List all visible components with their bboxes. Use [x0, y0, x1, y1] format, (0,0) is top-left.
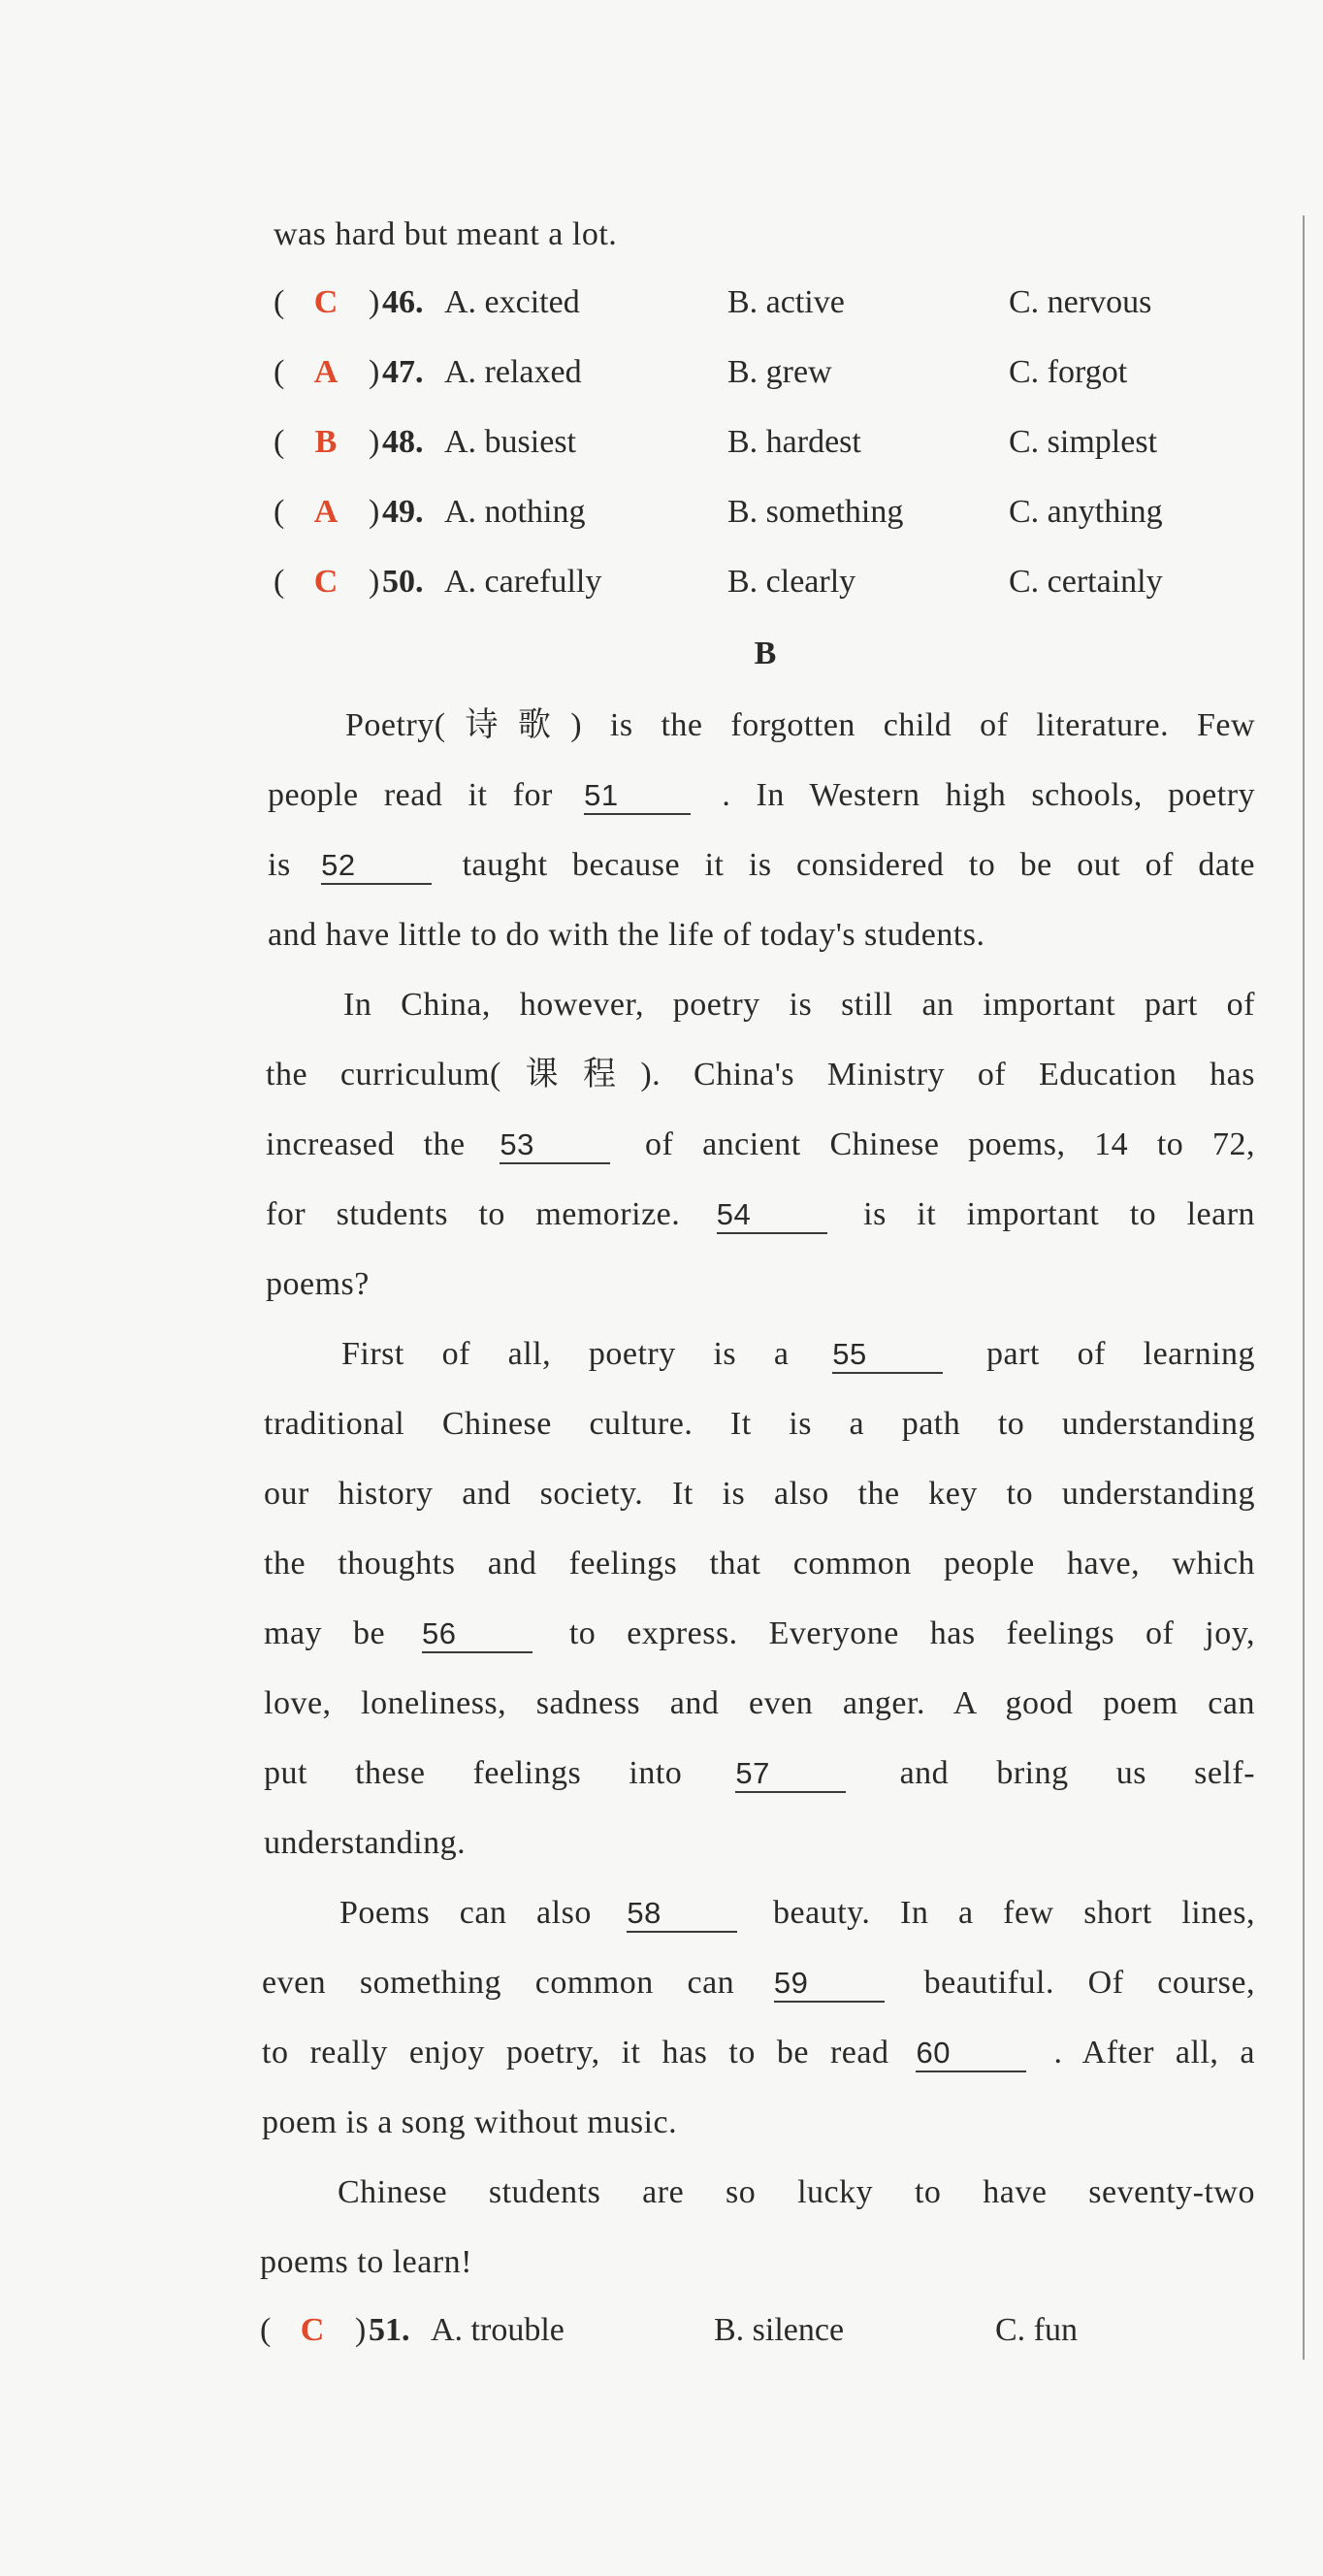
passage-text: to express. Everyone has feelings of joy, [568, 1615, 1255, 1651]
passage-text: may be [264, 1615, 386, 1651]
blank-58[interactable]: 58 [627, 1896, 737, 1933]
blank-54[interactable]: 54 [717, 1197, 827, 1234]
passage-line: the curriculum(课程). China's Ministry of Education has [266, 1057, 1255, 1092]
answer-mark: B [314, 424, 338, 460]
passage-line [262, 1964, 1255, 2003]
passage-line [264, 1754, 1255, 1793]
passage-line: and have little to do with the life of today's students. [268, 917, 985, 953]
blank-57[interactable]: 57 [735, 1756, 846, 1793]
question-number: 48. [382, 424, 424, 460]
question-number: 46. [382, 284, 424, 320]
passage-line: traditional Chinese culture. It is a path to understanding [264, 1406, 1255, 1442]
option-b: B. hardest [727, 424, 861, 460]
blank-52[interactable]: 52 [321, 848, 432, 885]
question-row-49 [274, 491, 1243, 534]
option-c: C. certainly [1009, 564, 1163, 600]
blank-59[interactable]: 59 [774, 1966, 885, 2003]
passage-line: In China, however, poetry is still an important part of [343, 987, 1255, 1023]
option-c: C. anything [1009, 494, 1163, 530]
answer-mark: A [313, 494, 339, 530]
open-paren: ( [274, 424, 285, 460]
question-number: 49. [382, 494, 424, 530]
blank-56[interactable]: 56 [422, 1616, 532, 1653]
question-row-46 [274, 281, 1243, 324]
option-b: B. active [727, 284, 845, 320]
option-c: C. simplest [1009, 424, 1158, 460]
option-c: C. fun [995, 2312, 1078, 2348]
passage-text: beauty. In a few short lines, [773, 1895, 1255, 1931]
intro-line: was hard but meant a lot. [274, 216, 618, 252]
option-b: B. clearly [727, 564, 856, 600]
passage-text: and bring us self- [899, 1755, 1256, 1791]
question-number: 51. [369, 2312, 410, 2348]
close-paren: ) [369, 284, 380, 320]
passage-line: the thoughts and feelings that common people have, which [264, 1546, 1255, 1581]
answer-mark: C [313, 564, 339, 600]
option-a: A. relaxed [444, 354, 582, 390]
section-title: B [754, 636, 777, 671]
option-c: C. nervous [1009, 284, 1152, 320]
passage-line [264, 1614, 1255, 1653]
passage-text: people read it for [268, 777, 553, 813]
passage-text: even something common can [262, 1965, 735, 2001]
passage-line [339, 1894, 1255, 1933]
passage-line: poem is a song without music. [262, 2104, 678, 2140]
blank-53[interactable]: 53 [500, 1127, 610, 1164]
passage-line: our history and society. It is also the key to understanding [264, 1476, 1255, 1512]
passage-line: understanding. [264, 1825, 467, 1861]
passage-text: First of all, poetry is a [341, 1336, 790, 1372]
passage-text: for students to memorize. [266, 1196, 681, 1232]
passage-line [266, 1125, 1255, 1164]
passage-line: Chinese students are so lucky to have seventy-two [338, 2174, 1255, 2210]
passage-text: put these feelings into [264, 1755, 683, 1791]
option-c: C. forgot [1009, 354, 1128, 390]
blank-51[interactable]: 51 [584, 778, 691, 815]
open-paren: ( [274, 354, 285, 390]
option-a: A. carefully [444, 564, 602, 600]
passage-line: love, loneliness, sadness and even anger. A good poem can [264, 1685, 1255, 1721]
option-a: A. nothing [444, 494, 586, 530]
passage-line: poems to learn! [260, 2244, 472, 2280]
passage-text: Poems can also [339, 1895, 592, 1931]
open-paren: ( [274, 284, 285, 320]
passage-text: is [268, 847, 291, 883]
close-paren: ) [369, 564, 380, 600]
passage-text: taught because it is considered to be out of date [462, 847, 1256, 883]
passage-text: . After all, a [1053, 2035, 1256, 2071]
passage-text: beautiful. Of course, [923, 1965, 1255, 2001]
close-paren: ) [369, 424, 380, 460]
blank-55[interactable]: 55 [832, 1337, 943, 1374]
question-row-47 [274, 351, 1243, 394]
open-paren: ( [274, 564, 285, 600]
answer-mark: C [300, 2312, 325, 2348]
answer-mark: A [313, 354, 339, 390]
passage-line [266, 1195, 1255, 1234]
passage-text: to really enjoy poetry, it has to be read [262, 2035, 889, 2071]
option-b: B. silence [714, 2312, 845, 2348]
option-b: B. grew [727, 354, 832, 390]
option-b: B. something [727, 494, 904, 530]
option-a: A. excited [444, 284, 580, 320]
passage-line [341, 1335, 1255, 1374]
answer-mark: C [313, 284, 339, 320]
passage-text: part of learning [985, 1336, 1256, 1372]
passage-text: is it important to learn [863, 1196, 1256, 1232]
question-row-51 [260, 2309, 1230, 2352]
open-paren: ( [260, 2312, 272, 2348]
question-row-50 [274, 561, 1243, 603]
passage-line: Poetry(诗歌) is the forgotten child of literature. Few [345, 707, 1255, 743]
passage-text: of ancient Chinese poems, 14 to 72, [645, 1126, 1256, 1162]
question-row-48 [274, 421, 1243, 464]
page-margin-rule [1303, 215, 1305, 2360]
open-paren: ( [274, 494, 285, 530]
passage-line: poems? [266, 1266, 370, 1302]
question-number: 50. [382, 564, 424, 600]
option-a: A. trouble [431, 2312, 565, 2348]
passage-text: increased the [266, 1126, 466, 1162]
close-paren: ) [355, 2312, 367, 2348]
close-paren: ) [369, 494, 380, 530]
passage-line [262, 2034, 1255, 2072]
passage-line [268, 776, 1255, 815]
close-paren: ) [369, 354, 380, 390]
passage-line [268, 846, 1255, 885]
question-number: 47. [382, 354, 424, 390]
option-a: A. busiest [444, 424, 576, 460]
blank-60[interactable]: 60 [916, 2036, 1026, 2072]
passage-text: . In Western high schools, poetry [722, 777, 1256, 813]
